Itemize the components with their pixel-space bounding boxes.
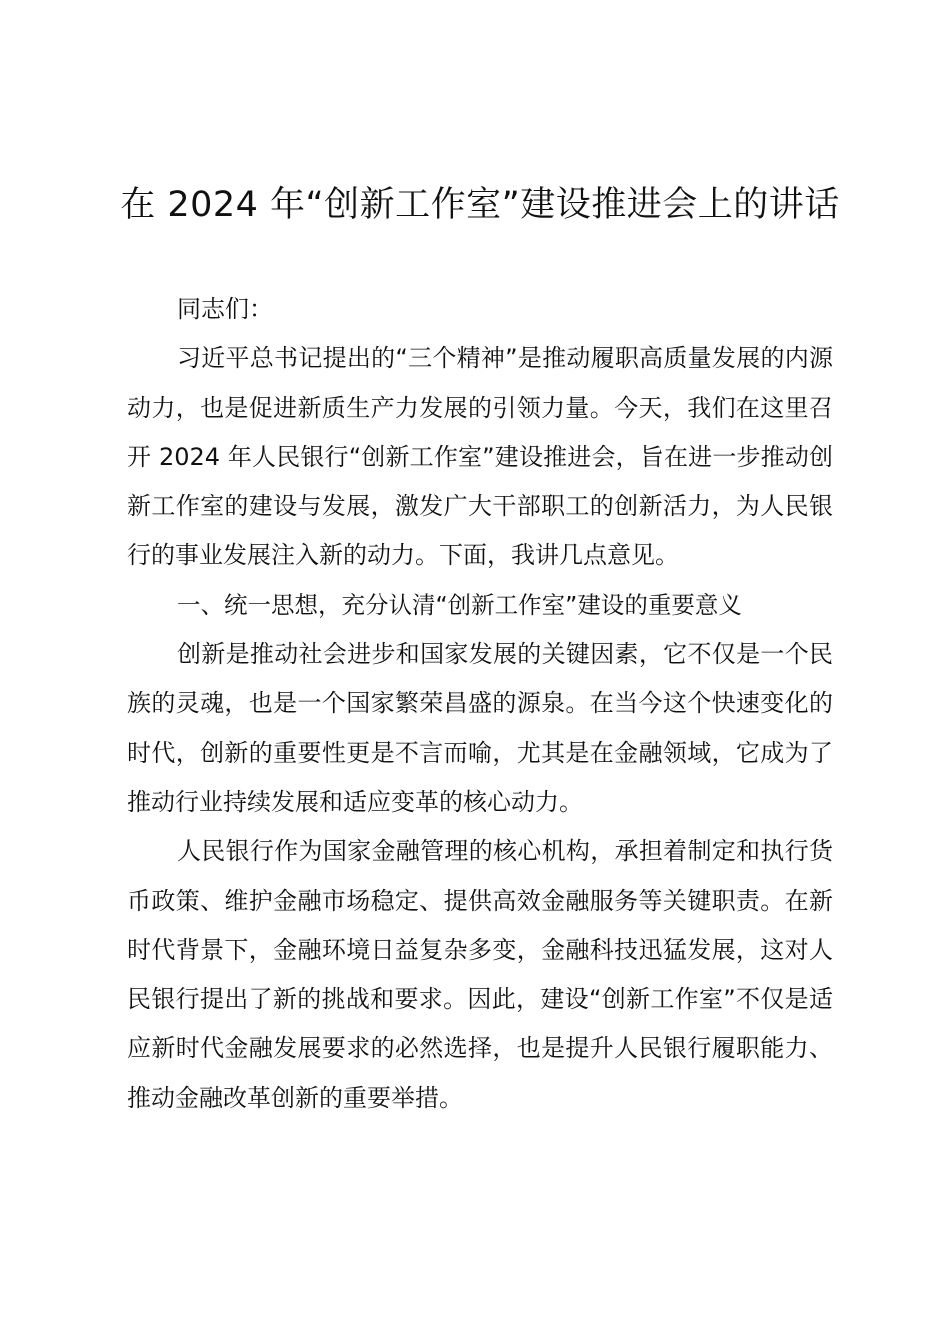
document-title: 在 2024 年“创新工作室”建设推进会上的讲话 [120, 185, 840, 225]
paragraph-innovation: 创新是推动社会进步和国家发展的关键因素，它不仅是一个民族的灵魂，也是一个国家繁荣昌盛的源泉。在当今这个快速变化的时代，创新的重要性更是不言而喻，尤其是在金融领域，它成为了推动行业持续发展和适应变革的核心动力。 [127, 640, 833, 816]
paragraph-intro: 习近平总书记提出的“三个精神”是推动履职高质量发展的内源动力，也是促进新质生产力发展的引领力量。今天，我们在这里召开 2024 年人民银行“创新工作室”建设推进会，旨在进一步推动创新工作室的建设与发展，激发广大干部职工的创新活力，为人民银行的事业发展注入新的动力。下面，我讲几点意见。 [127, 344, 833, 570]
paragraph-pboc-role: 人民银行作为国家金融管理的核心机构，承担着制定和执行货币政策、维护金融市场稳定、提供高效金融服务等关键职责。在新时代背景下，金融环境日益复杂多变，金融科技迅猛发展，这对人民银行提出了新的挑战和要求。因此，建设“创新工作室”不仅是适应新时代金融发展要求的必然选择，也是提升人民银行履职能力、推动金融改革创新的重要举措。 [127, 837, 833, 1112]
section-heading-1: 一、统一思想，充分认清“创新工作室”建设的重要意义 [177, 590, 742, 619]
salutation: 同志们： [177, 295, 273, 323]
document-body [127, 285, 833, 1123]
